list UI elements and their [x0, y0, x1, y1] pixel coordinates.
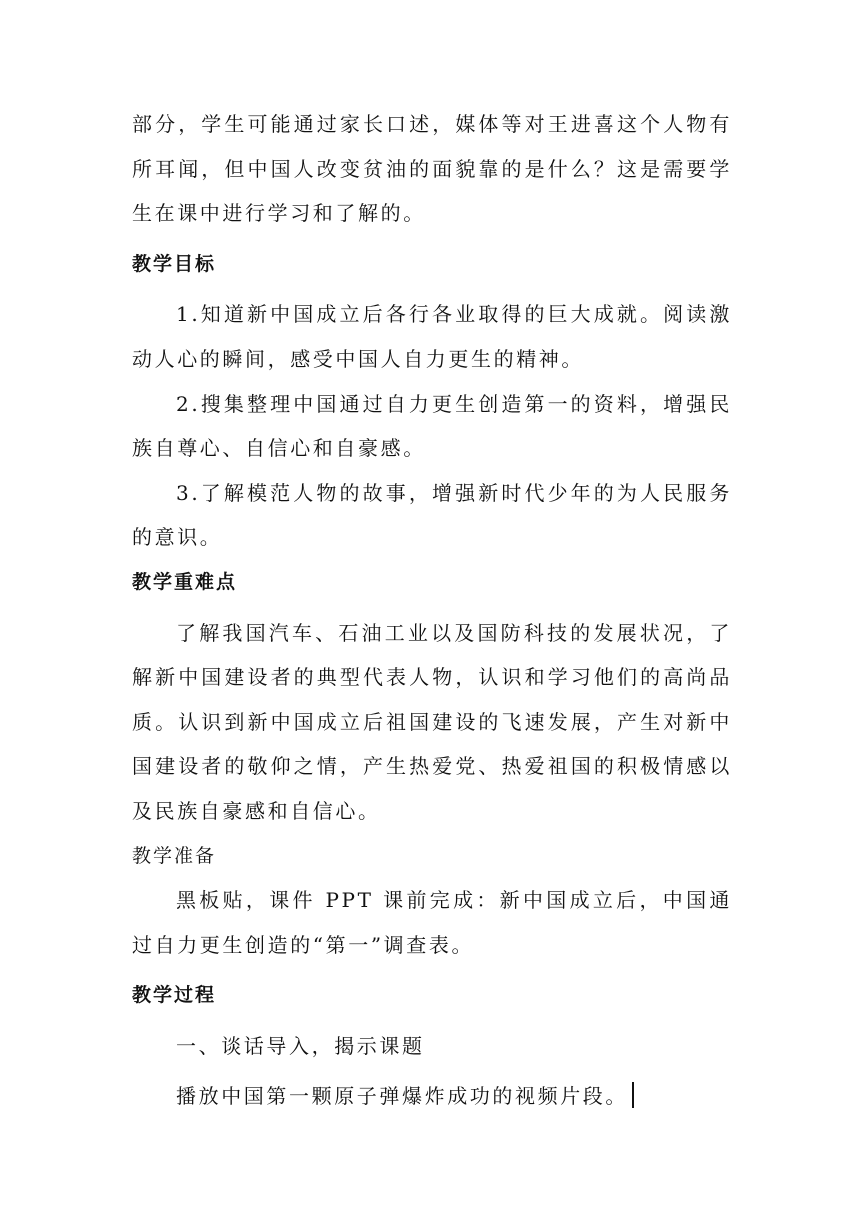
goal-item-3: 3.了解模范人物的故事，增强新时代少年的为人民服务的意识。	[132, 480, 732, 550]
text-cursor	[632, 1082, 634, 1108]
step-1-paragraph[interactable]	[132, 1074, 732, 1119]
teaching-goals-heading: 教学目标	[132, 252, 217, 275]
process-heading: 教学过程	[132, 984, 217, 1007]
intro-paragraph: 部分，学生可能通过家长口述，媒体等对王进喜这个人物有所耳闻，但中国人改变贫油的面貌靠的是什么？这是需要学生在课中进行学习和了解的。	[132, 112, 732, 226]
preparation-heading: 教学准备	[132, 844, 217, 867]
step-1-title: 一、谈话导入，揭示课题	[176, 1033, 425, 1058]
document-body	[132, 102, 732, 1119]
goal-item-1: 1.知道新中国成立后各行各业取得的巨大成就。阅读激动人心的瞬间，感受中国人自力更生的精神。	[132, 302, 732, 371]
key-points-heading: 教学重难点	[132, 570, 238, 593]
preparation-paragraph: 黑板贴，课件 PPT 课前完成：新中国成立后，中国通过自力更生创造的“第一”调查表。	[132, 888, 732, 957]
goal-item-2: 2.搜集整理中国通过自力更生创造第一的资料，增强民族自尊心、自信心和自豪感。	[132, 391, 732, 461]
step-1-text: 播放中国第一颗原子弹爆炸成功的视频片段。	[176, 1084, 628, 1109]
key-points-paragraph: 了解我国汽车、石油工业以及国防科技的发展状况，了解新中国建设者的典型代表人物，认识和学习他们的高尚品质。认识到新中国成立后祖国建设的飞速发展，产生对新中国建设者的敬仰之情，产生热爱党、热爱祖国的积极情感以及民族自豪感和自信心。	[132, 620, 732, 823]
